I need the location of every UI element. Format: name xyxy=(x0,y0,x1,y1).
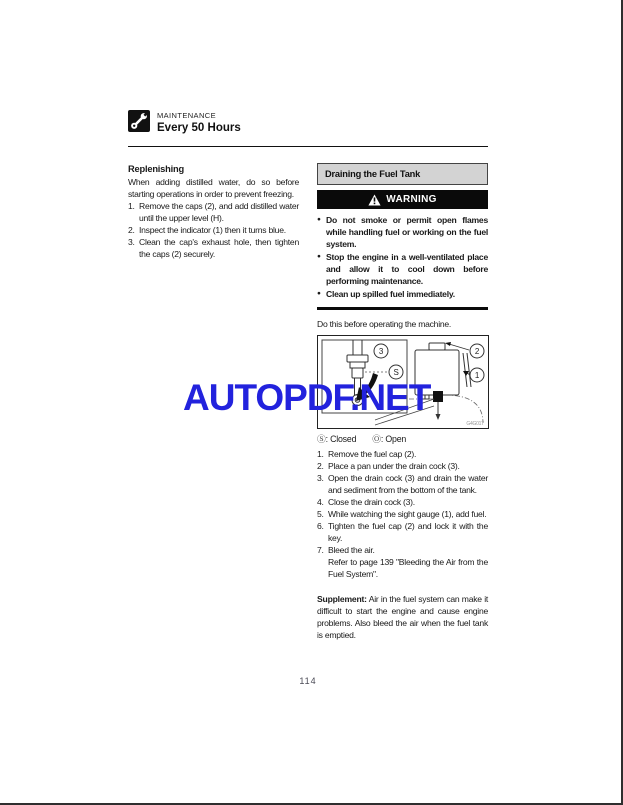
drain-step: Place a pan under the drain cock (3). xyxy=(328,461,460,471)
replenishing-step: Inspect the indicator (1) then it turns blue. xyxy=(139,225,286,235)
figure-label-2: 2 xyxy=(474,347,480,356)
header-section-label: MAINTENANCE xyxy=(157,111,216,120)
bleed-air-note: Refer to page 139 "Bleeding the Air from the Fuel System". xyxy=(328,557,488,579)
watermark-text: AUTOPDF.NET xyxy=(183,377,431,418)
drain-step: Close the drain cock (3). xyxy=(328,497,415,507)
replenishing-steps xyxy=(128,200,299,260)
figure-label-1: 1 xyxy=(474,371,480,380)
pre-note: Do this before operating the machine. xyxy=(317,319,452,329)
supplement-label: Supplement: xyxy=(317,594,367,604)
figure-label-3: 3 xyxy=(378,347,384,356)
warning-body xyxy=(317,209,488,310)
section-title-box: Draining the Fuel Tank xyxy=(317,163,488,185)
warning-bullet: ● Stop the engine in a well-ventilated place and allow it to cool down before performing maintenance. xyxy=(317,251,488,287)
drain-step: Tighten the fuel cap (2) and lock it with the key. xyxy=(328,521,488,543)
legend-closed: Ⓢ: Closed xyxy=(317,434,357,444)
drain-steps xyxy=(317,448,488,556)
header-text xyxy=(157,110,241,134)
replenishing-step: Remove the caps (2), and add distilled water until the upper level (H). xyxy=(139,201,299,223)
header-divider xyxy=(128,146,488,147)
drain-step: Remove the fuel cap (2). xyxy=(328,449,417,459)
replenishing-intro: When adding distilled water, do so before starting operations in order to prevent freezing. xyxy=(128,177,299,199)
wrench-icon xyxy=(128,110,150,132)
figure-label-s: S xyxy=(393,368,399,377)
drain-step: While watching the sight gauge (1), add fuel. xyxy=(328,509,487,519)
warning-label: WARNING xyxy=(386,193,437,205)
warning-bullet-list xyxy=(317,214,488,300)
figure-code: G4G01T xyxy=(466,421,484,427)
legend-open: Ⓞ: Open xyxy=(372,434,407,444)
drain-step: Open the drain cock (3) and drain the water and sediment from the bottom of the tank. xyxy=(328,473,488,495)
drain-step: Bleed the air. xyxy=(328,545,375,555)
replenishing-heading: Replenishing xyxy=(128,164,184,174)
supplement-paragraph xyxy=(317,593,488,641)
figure-legend xyxy=(317,433,488,445)
page-content xyxy=(128,110,488,641)
page-title: Every 50 Hours xyxy=(157,122,241,134)
warning-bullet: ● Clean up spilled fuel immediately. xyxy=(317,288,488,300)
replenishing-step: Clean the cap's exhaust hole, then tighten the caps (2) securely. xyxy=(139,237,299,259)
warning-triangle-icon xyxy=(368,194,381,206)
warning-bullet: ● Do not smoke or permit open flames while handling fuel or working on the fuel system. xyxy=(317,214,488,250)
page-header xyxy=(128,110,488,134)
supplement-text: Air in the fuel system can make it difficult to start the engine and cause engine problems. Also bleed the air when the fuel tank is emptied. xyxy=(317,594,488,640)
warning-bar xyxy=(317,190,488,209)
page-number: 114 xyxy=(299,676,317,686)
